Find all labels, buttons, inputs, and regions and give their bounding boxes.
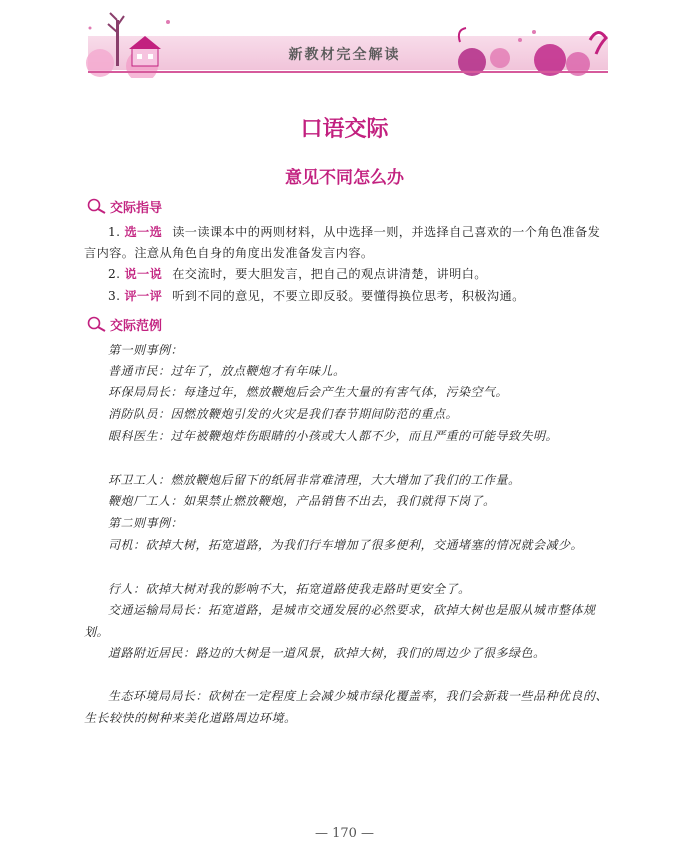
magnifier-icon xyxy=(86,315,108,333)
section-label: 交际范例 xyxy=(110,318,163,334)
guide-item-3 xyxy=(84,286,609,307)
item-number: 1. xyxy=(108,225,121,239)
header-title: 新教材完全解读 xyxy=(288,47,401,63)
item-number: 2. xyxy=(108,267,121,281)
example-line: 交通运输局局长：拓宽道路，是城市交通发展的必然要求，砍掉大树也是服从城市整体规划。 xyxy=(84,603,596,639)
guide-item-1 xyxy=(84,222,609,264)
section-label: 交际指导 xyxy=(110,200,163,216)
magnifier-icon xyxy=(86,197,108,215)
example-line: 环卫工人：燃放鞭炮后留下的纸屑非常难清理，大大增加了我们的工作量。 xyxy=(108,473,521,487)
header-divider xyxy=(88,71,608,73)
example-line: 道路附近居民：路边的大树是一道风景，砍掉大树，我们的周边少了很多绿色。 xyxy=(108,646,546,660)
example-line: 消防队员：因燃放鞭炮引发的火灾是我们春节期间防范的重点。 xyxy=(108,407,459,421)
example-line: 普通市民：过年了，放点鞭炮才有年味儿。 xyxy=(108,364,346,378)
item-keyword: 选一选 xyxy=(124,225,163,239)
example-line: 环保局局长：每逢过年，燃放鞭炮后会产生大量的有害气体，污染空气。 xyxy=(108,385,509,399)
item-keyword: 评一评 xyxy=(124,289,163,303)
item-text: 听到不同的意见，不要立即反驳。要懂得换位思考，积极沟通。 xyxy=(172,289,525,303)
example-line: 眼科医生：过年被鞭炮炸伤眼睛的小孩或大人都不少，而且严重的可能导致失明。 xyxy=(108,429,559,443)
lesson-subtitle: 意见不同怎么办 xyxy=(285,168,404,188)
section-heading-example xyxy=(86,314,162,334)
section-heading-guide xyxy=(86,196,162,216)
item-number: 3. xyxy=(108,289,121,303)
guide-item-2 xyxy=(84,264,609,285)
house-tree-decoration xyxy=(80,8,180,78)
item-text: 在交流时，要大胆发言，把自己的观点讲清楚，讲明白。 xyxy=(172,267,487,281)
page-header xyxy=(0,0,689,80)
example-line: 司机：砍掉大树，拓宽道路，为我们行车增加了很多便利，交通堵塞的情况就会减少。 xyxy=(108,538,584,552)
example-line: 鞭炮厂工人：如果禁止燃放鞭炮，产品销售不出去，我们就得下岗了。 xyxy=(108,494,496,508)
example-line: 第一则事例： xyxy=(108,343,184,357)
example-line: 行人：砍掉大树对我的影响不大，拓宽道路使我走路时更安全了。 xyxy=(108,582,471,596)
page-title: 口语交际 xyxy=(300,117,389,142)
example-line: 第二则事例： xyxy=(108,516,184,530)
item-text: 读一读课本中的两则材料，从中选择一则，并选择自己喜欢的一个角色准备发言内容。注意从角色自身的角度出发准备发言内容。 xyxy=(84,225,601,260)
example-line: 生态环境局局长：砍树在一定程度上会减少城市绿化覆盖率，我们会新栽一些品种优良的、生长较快的树种来美化道路周边环境。 xyxy=(84,689,609,725)
item-keyword: 说一说 xyxy=(124,267,163,281)
page-number: — 170 — xyxy=(314,826,375,841)
